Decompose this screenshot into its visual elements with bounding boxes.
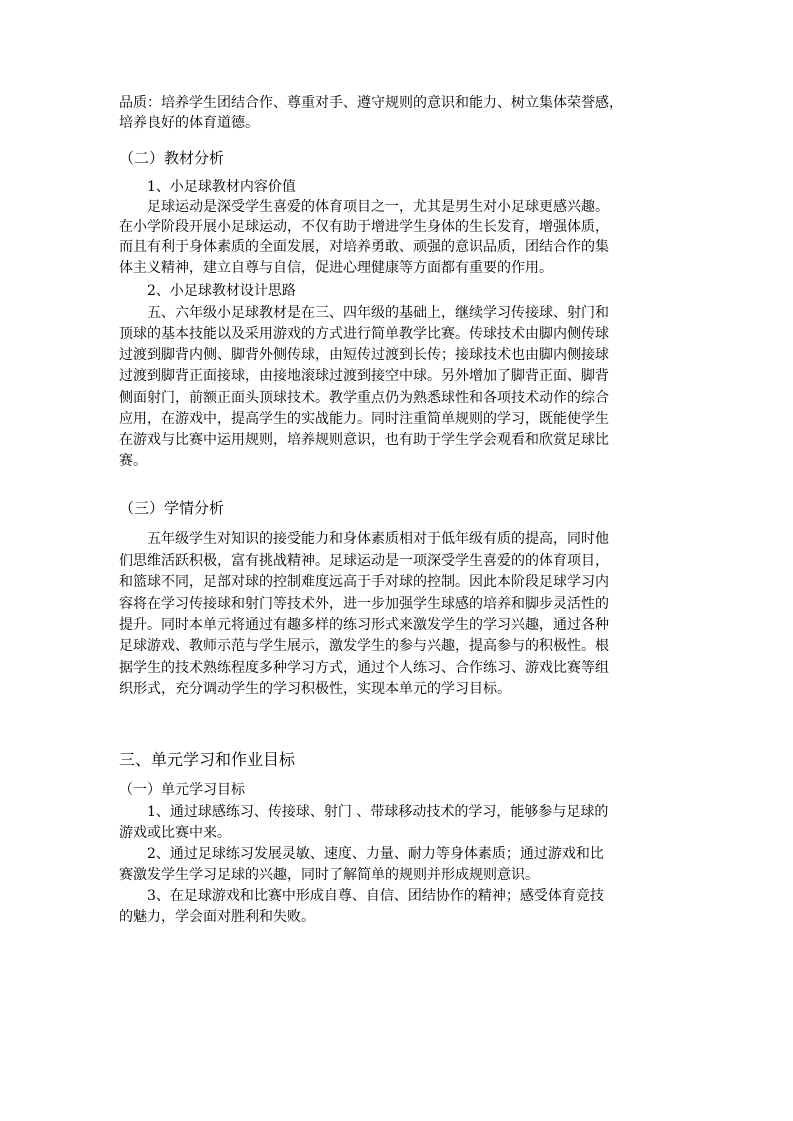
paragraph-line: 顶球的基本技能以及采用游戏的方式进行简单教学比赛。传球技术由脚内侧传球 [119,326,609,342]
section-heading: （三）学情分析 [119,499,225,517]
paragraph-line: 足球游戏、教师示范与学生展示，激发学生的参与兴趣，提高参与的积极性。根 [119,638,609,654]
paragraph-line: 1、通过球感练习、传接球、射门 、带球移动技术的学习，能够参与足球的 [147,804,609,820]
paragraph-line: 足球运动是深受学生喜爱的体育项目之一，尤其是男生对小足球更感兴趣。 [147,199,609,215]
subsection-heading: 2、小足球教材设计思路 [147,283,296,299]
paragraph-line: 侧面射门，前额正面头顶球技术。教学重点仍为熟悉球性和各项技术动作的综合 [119,390,609,406]
paragraph-line: 游戏或比赛中来。 [119,825,231,841]
paragraph-line: 的魅力，学会面对胜利和失败。 [119,909,315,925]
paragraph-line: 们思维活跃积极，富有挑战精神。足球运动是一项深受学生喜爱的的体育项目， [119,553,609,569]
subsection-heading: 1、小足球教材内容价值 [147,179,296,195]
chapter-heading: 三、单元学习和作业目标 [119,750,296,769]
paragraph-line: 织形式，充分调动学生的学习积极性，实现本单元的学习目标。 [119,681,511,697]
paragraph-line: 体主义精神，建立自尊与自信，促进心理健康等方面都有重要的作用。 [119,260,553,276]
paragraph-line: 过渡到脚背正面接球，由接地滚球过渡到接空中球。另外增加了脚背正面、脚背 [119,368,609,384]
paragraph-line: 3、在足球游戏和比赛中形成自尊、自信、团结协作的精神；感受体育竞技 [147,888,604,904]
paragraph-line: 赛激发学生学习足球的兴趣，同时了解简单的规则并形成规则意识。 [119,867,539,883]
paragraph-line: 在游戏与比赛中运用规则，培养规则意识，也有助于学生学会观看和欣赏足球比 [119,432,609,448]
paragraph-line: 应用，在游戏中，提高学生的实战能力。同时注重简单规则的学习，既能使学生 [119,411,609,427]
paragraph-line: 而且有利于身体素质的全面发展，对培养勇敢、顽强的意识品质，团结合作的集 [119,239,609,255]
paragraph-line: 过渡到脚背内侧、脚背外侧传球，由短传过渡到长传；接球技术也由脚内侧接球 [119,347,609,363]
paragraph-line: 赛。 [119,453,147,469]
section-heading: （一）单元学习目标 [119,782,245,798]
paragraph-line: 五、六年级小足球教材是在三、四年级的基础上，继续学习传接球、射门和 [147,305,609,321]
paragraph-line: 容将在学习传接球和射门等技术外，进一步加强学生球感的培养和脚步灵活性的 [119,596,609,612]
paragraph-line: 品质：培养学生团结合作、尊重对手、遵守规则的意识和能力、树立集体荣誉感， [119,95,623,111]
paragraph-line: 和篮球不同，足部对球的控制难度远高于手对球的控制。因此本阶段足球学习内 [119,574,609,590]
paragraph-line: 培养良好的体育道德。 [119,115,259,131]
section-heading: （二）教材分析 [119,149,225,167]
paragraph-line: 据学生的技术熟练程度多种学习方式，通过个人练习、合作练习、游戏比赛等组 [119,660,609,676]
paragraph-line: 2、通过足球练习发展灵敏、速度、力量、耐力等身体素质；通过游戏和比 [147,846,604,862]
paragraph-line: 五年级学生对知识的接受能力和身体素质相对于低年级有质的提高，同时他 [147,531,609,547]
paragraph-line: 在小学阶段开展小足球运动，不仅有助于增进学生身体的生长发育，增强体质， [119,219,609,235]
paragraph-line: 提升。同时本单元将通过有趣多样的练习形式来激发学生的学习兴趣，通过各种 [119,617,609,633]
